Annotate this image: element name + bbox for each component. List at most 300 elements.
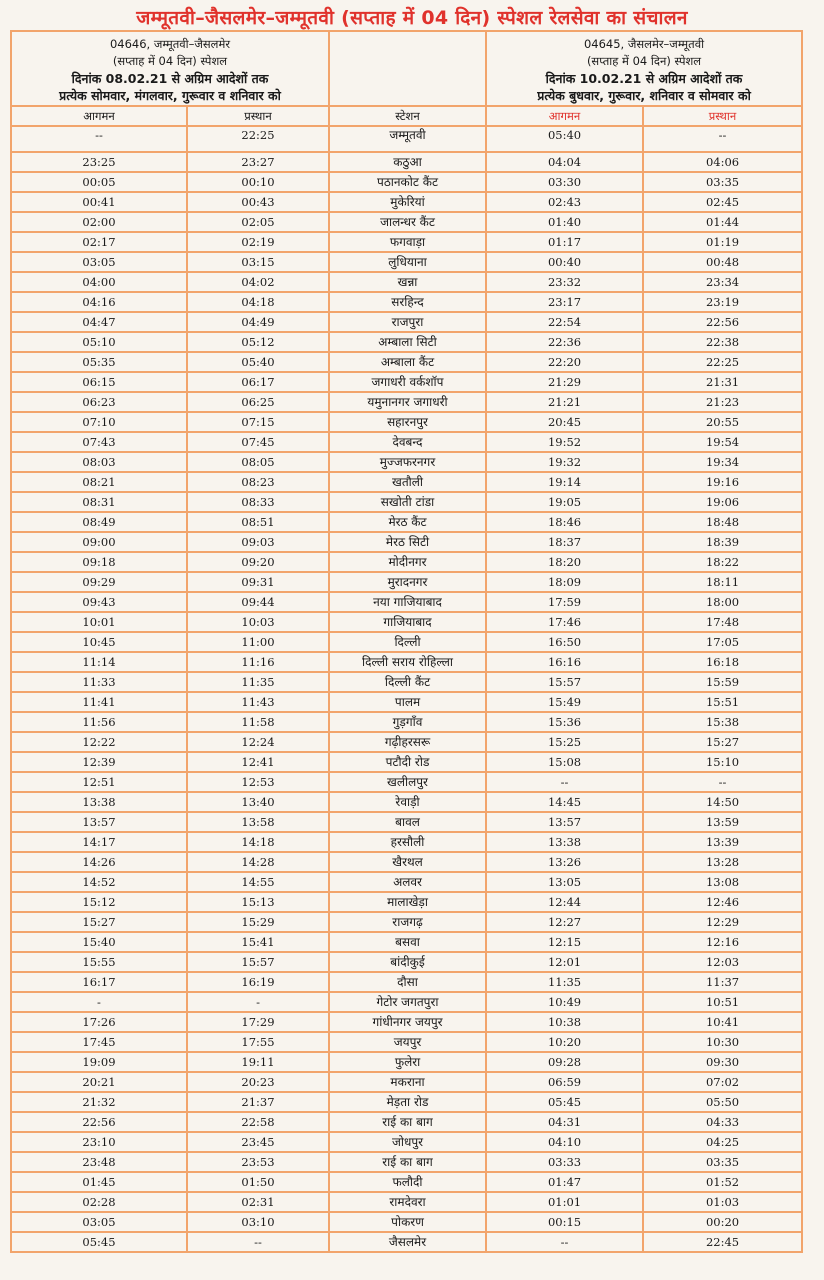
arrival-04645: 22:20 [486,352,643,372]
arrival-04645: 18:46 [486,512,643,532]
header-spacer [329,31,486,106]
table-row [11,1172,802,1192]
departure-04646: 19:11 [187,1052,329,1072]
departure-04645: 10:30 [643,1032,802,1052]
table-row [11,1232,802,1252]
departure-04646: 11:00 [187,632,329,652]
arrival-04645: 03:33 [486,1152,643,1172]
arrival-04646: 05:35 [11,352,187,372]
departure-04646: 23:53 [187,1152,329,1172]
arrival-04645: 16:16 [486,652,643,672]
arrival-04646: 08:21 [11,472,187,492]
arrival-04645: 19:52 [486,432,643,452]
arrival-04646: 09:00 [11,532,187,552]
departure-04645: 13:08 [643,872,802,892]
arrival-04645: 10:49 [486,992,643,1012]
table-row [11,952,802,972]
table-row [11,172,802,192]
departure-04645: 22:38 [643,332,802,352]
table-row [11,852,802,872]
departure-04645: 12:16 [643,932,802,952]
departure-04645: 14:50 [643,792,802,812]
station-name: राजगढ़ [329,912,486,932]
table-row [11,732,802,752]
station-name: जालन्धर कैंट [329,212,486,232]
arrival-04646: 15:12 [11,892,187,912]
arrival-04646: 11:56 [11,712,187,732]
table-row [11,652,802,672]
table-row [11,252,802,272]
arrival-04646: 15:40 [11,932,187,952]
departure-04646: 09:44 [187,592,329,612]
station-name: जगाधरी वर्कशॉप [329,372,486,392]
departure-04645: 20:55 [643,412,802,432]
departure-04646: 07:15 [187,412,329,432]
arrival-04645: 21:21 [486,392,643,412]
arrival-04646: 06:23 [11,392,187,412]
station-name: देवबन्द [329,432,486,452]
arrival-04646: 12:39 [11,752,187,772]
station-name: दिल्ली [329,632,486,652]
station-name: सहारनपुर [329,412,486,432]
departure-04645: 01:44 [643,212,802,232]
departure-04646: 08:05 [187,452,329,472]
departure-04646: 11:35 [187,672,329,692]
departure-04646: 15:13 [187,892,329,912]
station-name: अलवर [329,872,486,892]
arrival-04645: 11:35 [486,972,643,992]
arrival-04645: 02:43 [486,192,643,212]
departure-04645: 01:52 [643,1172,802,1192]
table-row [11,552,802,572]
departure-04646: 05:40 [187,352,329,372]
station-name: बसवा [329,932,486,952]
departure-04645: 13:59 [643,812,802,832]
departure-04646: 02:19 [187,232,329,252]
arrival-04646: 14:17 [11,832,187,852]
table-row [11,152,802,172]
departure-04645: 22:56 [643,312,802,332]
departure-04646: 08:33 [187,492,329,512]
station-name: राई का बाग [329,1152,486,1172]
departure-04645: 17:48 [643,612,802,632]
arrival-04646: 00:41 [11,192,187,212]
arrival-04646: 08:03 [11,452,187,472]
arrival-04646: 08:49 [11,512,187,532]
table-row [11,432,802,452]
departure-04646: 00:43 [187,192,329,212]
arrival-04645: 15:36 [486,712,643,732]
table-row [11,692,802,712]
departure-04645: 10:41 [643,1012,802,1032]
arrival-04646: 09:18 [11,552,187,572]
col-header-departure-04646: प्रस्थान [187,106,329,126]
arrival-04646: 19:09 [11,1052,187,1072]
departure-04646: 04:02 [187,272,329,292]
table-row [11,1072,802,1092]
departure-04646: 14:18 [187,832,329,852]
station-name: रेवाड़ी [329,792,486,812]
table-row [11,1012,802,1032]
train-04645-name: 04645, जैसलमेर–जम्मूतवी [583,37,705,51]
table-row [11,232,802,252]
departure-04645: 10:51 [643,992,802,1012]
station-name: फुलेरा [329,1052,486,1072]
departure-04645: 16:18 [643,652,802,672]
arrival-04645: 22:54 [486,312,643,332]
station-name: गढ़ीहरसरू [329,732,486,752]
departure-04646: 08:23 [187,472,329,492]
departure-04646: 21:37 [187,1092,329,1112]
station-name: मुकेरियां [329,192,486,212]
arrival-04645: 13:26 [486,852,643,872]
arrival-04646: 02:28 [11,1192,187,1212]
arrival-04645: 15:08 [486,752,643,772]
station-name: जयपुर [329,1032,486,1052]
table-row [11,292,802,312]
arrival-04646: 04:16 [11,292,187,312]
arrival-04646: 22:56 [11,1112,187,1132]
arrival-04645: 05:40 [486,126,643,152]
station-name: मेरठ कैंट [329,512,486,532]
station-name: फगवाड़ा [329,232,486,252]
arrival-04646: 15:55 [11,952,187,972]
table-row [11,572,802,592]
station-name: राई का बाग [329,1112,486,1132]
departure-04645: 18:48 [643,512,802,532]
station-name: खन्ना [329,272,486,292]
table-row [11,312,802,332]
departure-04645: 23:19 [643,292,802,312]
arrival-04646: 12:51 [11,772,187,792]
departure-04645: 19:34 [643,452,802,472]
arrival-04645: 12:15 [486,932,643,952]
station-name: फलौदी [329,1172,486,1192]
arrival-04645: -- [486,772,643,792]
departure-04645: 22:45 [643,1232,802,1252]
departure-04645: 17:05 [643,632,802,652]
arrival-04645: 15:49 [486,692,643,712]
departure-04645: 15:10 [643,752,802,772]
departure-04645: 13:39 [643,832,802,852]
arrival-04646: 02:17 [11,232,187,252]
arrival-04645: 19:05 [486,492,643,512]
departure-04645: 00:20 [643,1212,802,1232]
arrival-04645: 10:38 [486,1012,643,1032]
departure-04646: - [187,992,329,1012]
station-name: मालाखेड़ा [329,892,486,912]
arrival-04645: 01:01 [486,1192,643,1212]
departure-04646: 17:29 [187,1012,329,1032]
table-row [11,792,802,812]
arrival-04646: 05:45 [11,1232,187,1252]
train-04645-start-date: दिनांक 10.02.21 से अग्रिम आदेशों तक [545,71,743,86]
station-name: खतौली [329,472,486,492]
train-04645-days: प्रत्येक बुधवार, गुरूवार, शनिवार व सोमवार को [537,88,751,103]
arrival-04645: 17:46 [486,612,643,632]
station-name: बावल [329,812,486,832]
departure-04645: 15:38 [643,712,802,732]
arrival-04645: 12:44 [486,892,643,912]
table-row [11,1152,802,1172]
station-name: जोधपुर [329,1132,486,1152]
table-row [11,672,802,692]
table-row [11,632,802,652]
departure-04645: 01:03 [643,1192,802,1212]
arrival-04646: 11:41 [11,692,187,712]
departure-04645: 13:28 [643,852,802,872]
station-name: नया गाजियाबाद [329,592,486,612]
departure-04645: 12:29 [643,912,802,932]
table-row [11,872,802,892]
page-title: जम्मूतवी–जैसलमेर–जम्मूतवी (सप्ताह में 04 दिन) स्पेशल रेलसेवा का संचालन [136,7,688,29]
departure-04645: 11:37 [643,972,802,992]
departure-04645: 18:00 [643,592,802,612]
departure-04646: 14:55 [187,872,329,892]
station-name: अम्बाला सिटी [329,332,486,352]
arrival-04645: 10:20 [486,1032,643,1052]
departure-04646: 15:41 [187,932,329,952]
table-row [11,512,802,532]
departure-04645: 19:54 [643,432,802,452]
station-name: राजपुरा [329,312,486,332]
train-04645-frequency: (सप्ताह में 04 दिन) स्पेशल [586,54,702,68]
departure-04646: 13:58 [187,812,329,832]
departure-04645: 12:46 [643,892,802,912]
station-name: सरहिन्द [329,292,486,312]
arrival-04645: 19:14 [486,472,643,492]
arrival-04646: 15:27 [11,912,187,932]
table-row [11,1032,802,1052]
arrival-04645: 13:57 [486,812,643,832]
table-row [11,412,802,432]
table-row [11,1192,802,1212]
arrival-04645: 23:32 [486,272,643,292]
arrival-04646: 21:32 [11,1092,187,1112]
arrival-04646: 10:01 [11,612,187,632]
table-row [11,712,802,732]
arrival-04646: 04:00 [11,272,187,292]
departure-04646: 12:41 [187,752,329,772]
arrival-04646: 00:05 [11,172,187,192]
departure-04645: 19:06 [643,492,802,512]
arrival-04645: 15:57 [486,672,643,692]
arrival-04646: 11:33 [11,672,187,692]
departure-04645: 18:11 [643,572,802,592]
station-name: दिल्ली सराय रोहिल्ला [329,652,486,672]
arrival-04646: - [11,992,187,1012]
station-name: गेटोर जगतपुरा [329,992,486,1012]
departure-04646: 22:25 [187,126,329,152]
station-name: मुरादनगर [329,572,486,592]
station-name: बांदीकुई [329,952,486,972]
table-row [11,752,802,772]
arrival-04645: 04:31 [486,1112,643,1132]
departure-04645: 03:35 [643,1152,802,1172]
train-04645-header [486,31,802,106]
train-04646-frequency: (सप्ताह में 04 दिन) स्पेशल [112,54,228,68]
table-row [11,212,802,232]
departure-04646: 15:29 [187,912,329,932]
table-row [11,832,802,852]
arrival-04645: 01:47 [486,1172,643,1192]
departure-04646: 01:50 [187,1172,329,1192]
departure-04646: 22:58 [187,1112,329,1132]
table-row [11,492,802,512]
departure-04645: 05:50 [643,1092,802,1112]
departure-04646: 12:53 [187,772,329,792]
arrival-04646: 03:05 [11,1212,187,1232]
departure-04645: 12:03 [643,952,802,972]
arrival-04646: 12:22 [11,732,187,752]
departure-04645: 15:59 [643,672,802,692]
table-row [11,1092,802,1112]
arrival-04646: 06:15 [11,372,187,392]
arrival-04646: 23:10 [11,1132,187,1152]
station-name: खलीलपुर [329,772,486,792]
table-row [11,992,802,1012]
departure-04645: 01:19 [643,232,802,252]
arrival-04645: 16:50 [486,632,643,652]
arrival-04645: 00:15 [486,1212,643,1232]
departure-04646: 05:12 [187,332,329,352]
column-header-row [11,106,802,126]
arrival-04645: 04:04 [486,152,643,172]
arrival-04645: 22:36 [486,332,643,352]
station-name: मेड़ता रोड [329,1092,486,1112]
departure-04646: 08:51 [187,512,329,532]
arrival-04645: 13:38 [486,832,643,852]
table-row [11,1112,802,1132]
station-name: मेरठ सिटी [329,532,486,552]
table-row [11,452,802,472]
arrival-04645: 12:27 [486,912,643,932]
departure-04646: 17:55 [187,1032,329,1052]
departure-04645: 03:35 [643,172,802,192]
col-header-station: स्टेशन [329,106,486,126]
departure-04645: 21:23 [643,392,802,412]
table-row [11,192,802,212]
arrival-04646: 23:48 [11,1152,187,1172]
arrival-04645: 18:09 [486,572,643,592]
station-name: कठुआ [329,152,486,172]
station-name: पठानकोट कैंट [329,172,486,192]
departure-04646: 11:58 [187,712,329,732]
arrival-04646: 08:31 [11,492,187,512]
arrival-04645: 13:05 [486,872,643,892]
departure-04645: 19:16 [643,472,802,492]
departure-04646: 04:49 [187,312,329,332]
arrival-04645: 20:45 [486,412,643,432]
departure-04646: 03:15 [187,252,329,272]
timetable [10,30,803,1253]
arrival-04646: 03:05 [11,252,187,272]
arrival-04645: 03:30 [486,172,643,192]
arrival-04646: 17:26 [11,1012,187,1032]
arrival-04646: 20:21 [11,1072,187,1092]
departure-04645: -- [643,772,802,792]
station-name: लुधियाना [329,252,486,272]
departure-04645: 18:39 [643,532,802,552]
arrival-04645: 18:20 [486,552,643,572]
arrival-04646: 23:25 [11,152,187,172]
departure-04646: 11:43 [187,692,329,712]
table-row [11,126,802,152]
arrival-04646: 05:10 [11,332,187,352]
arrival-04645: 05:45 [486,1092,643,1112]
table-row [11,592,802,612]
col-header-arrival-04646: आगमन [11,106,187,126]
departure-04646: 13:40 [187,792,329,812]
station-name: रामदेवरा [329,1192,486,1212]
station-name: पटौदी रोड [329,752,486,772]
table-row [11,972,802,992]
station-name: खैरथल [329,852,486,872]
departure-04646: 10:03 [187,612,329,632]
train-04646-name: 04646, जम्मूतवी–जैसलमेर [109,37,231,51]
table-row [11,392,802,412]
table-row [11,352,802,372]
arrival-04645: -- [486,1232,643,1252]
table-row [11,1212,802,1232]
arrival-04645: 12:01 [486,952,643,972]
departure-04646: 20:23 [187,1072,329,1092]
table-row [11,772,802,792]
departure-04646: 09:31 [187,572,329,592]
departure-04646: 16:19 [187,972,329,992]
arrival-04645: 01:40 [486,212,643,232]
table-row [11,332,802,352]
station-name: पालम [329,692,486,712]
departure-04646: 06:17 [187,372,329,392]
arrival-04645: 23:17 [486,292,643,312]
departure-04646: 03:10 [187,1212,329,1232]
table-row [11,1132,802,1152]
departure-04645: 21:31 [643,372,802,392]
arrival-04645: 17:59 [486,592,643,612]
col-header-departure-04645: प्रस्थान [643,106,802,126]
arrival-04646: 02:00 [11,212,187,232]
arrival-04645: 21:29 [486,372,643,392]
departure-04646: 15:57 [187,952,329,972]
table-row [11,372,802,392]
departure-04646: 02:05 [187,212,329,232]
arrival-04646: 07:10 [11,412,187,432]
arrival-04646: 13:38 [11,792,187,812]
station-name: सखोती टांडा [329,492,486,512]
arrival-04646: 04:47 [11,312,187,332]
station-name: दिल्ली कैंट [329,672,486,692]
departure-04646: 12:24 [187,732,329,752]
table-row [11,932,802,952]
station-name: मोदीनगर [329,552,486,572]
departure-04645: 02:45 [643,192,802,212]
station-name: मकराना [329,1072,486,1092]
departure-04645: 04:25 [643,1132,802,1152]
departure-04645: 18:22 [643,552,802,572]
station-name: गुड़गाँव [329,712,486,732]
arrival-04645: 04:10 [486,1132,643,1152]
arrival-04646: 10:45 [11,632,187,652]
arrival-04645: 00:40 [486,252,643,272]
train-04646-start-date: दिनांक 08.02.21 से अग्रिम आदेशों तक [71,71,269,86]
train-04646-header [11,31,329,106]
table-row [11,472,802,492]
table-row [11,612,802,632]
station-name: मुज्जफरनगर [329,452,486,472]
departure-04646: 23:27 [187,152,329,172]
arrival-04645: 06:59 [486,1072,643,1092]
